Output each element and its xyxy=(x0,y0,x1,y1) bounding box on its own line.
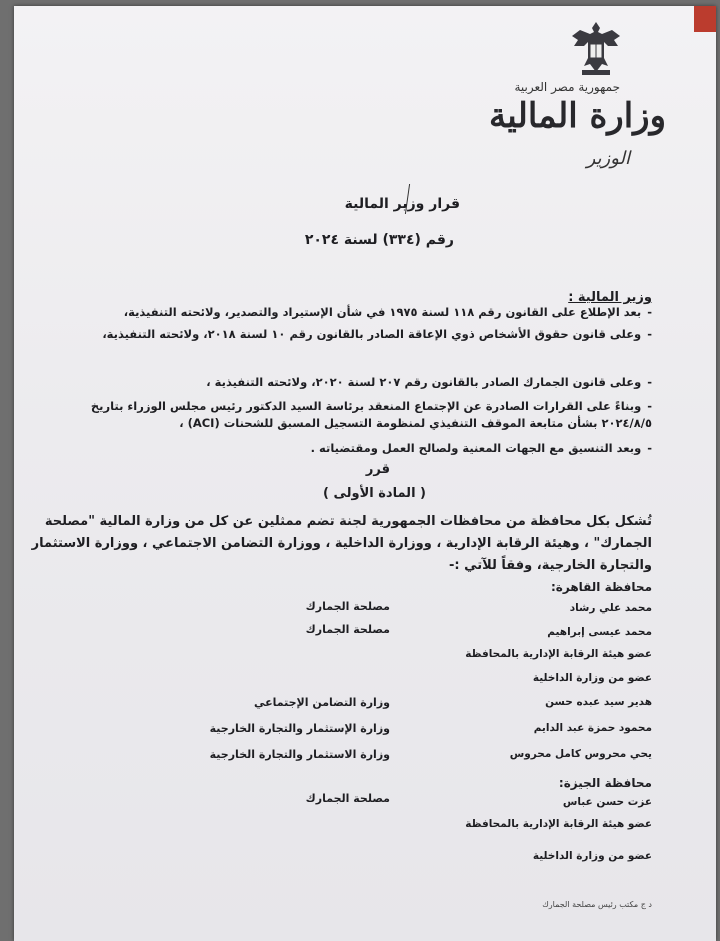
recital-item: -وبناءً على القرارات الصادرة عن الإجتماع المنعقد برئاسة السيد الدكتور رئيس مجلس الوزراء بتاريخ ٢٠٢٤/٨/٥ بشأن متابعة الموقف التنفيذي لمنظومة التسجيل المسبق للشحنات (ACI) ، xyxy=(90,399,652,430)
member-entity: مصلحة الجمارك xyxy=(305,600,390,613)
recital-item: -وعلى قانون الجمارك الصادر بالقانون رقم ٢٠٧ لسنة ٢٠٢٠، ولائحته التنفيذية ، xyxy=(206,375,652,389)
recital-item: -وبعد التنسيق مع الجهات المعنية ولصالح العمل ومقتضياته . xyxy=(310,441,652,455)
member-name: عضو هيئة الرقابة الإدارية بالمحافظة xyxy=(465,818,652,830)
eagle-emblem-icon xyxy=(568,18,624,78)
member-name: عضو من وزارة الداخلية xyxy=(532,672,652,684)
member-name: هدير سيد عبده حسن xyxy=(545,696,652,708)
preamble-heading: وزير المالية : xyxy=(568,290,652,305)
governorate-giza: محافظة الجيزة: xyxy=(558,776,652,790)
member-name: محمد عيسى إبراهيم xyxy=(547,626,652,638)
decision-word: قرر xyxy=(365,462,390,477)
member-name: عضو من وزارة الداخلية xyxy=(532,850,652,862)
article-body: تُشكل بكل محافظة من محافظات الجمهورية لجنة تضم ممثلين عن كل من وزارة المالية "مصلحة الجمارك" ، وهيئة الرقابة الإدارية ، ووزارة الداخلية ، ووزارة التضامن الاجتماعي ، ووزارة الاستثمار والتجارة الخارجية، وفقاً للآتي :- xyxy=(31,514,652,573)
member-name: عزت حسن عباس xyxy=(562,796,652,808)
member-name: يحي محروس كامل محروس xyxy=(509,748,652,760)
ministry-logo-text: وزارة المالية xyxy=(488,96,666,136)
governorate-cairo: محافظة القاهرة: xyxy=(550,580,652,594)
member-name: محمد علي رشاد xyxy=(569,602,652,614)
recital-item: -وعلى قانون حقوق الأشخاص ذوي الإعاقة الصادر بالقانون رقم ١٠ لسنة ٢٠١٨، ولائحته التنفيذية، xyxy=(102,327,652,341)
minister-label: الوزير xyxy=(586,148,630,169)
document-page xyxy=(14,6,716,941)
decree-title: قرار وزير المالية xyxy=(344,196,460,212)
article-title: ( المادة الأولى ) xyxy=(323,486,426,501)
red-tab-marker xyxy=(694,6,716,32)
member-entity: وزارة الإستثمار والتجارة الخارجية xyxy=(209,722,390,735)
recital-item: -بعد الإطلاع على القانون رقم ١١٨ لسنة ١٩٧٥ في شأن الإستيراد والتصدير، ولائحته التنفيذية، xyxy=(123,305,652,319)
member-name: محمود حمزة عبد الدايم xyxy=(533,722,652,734)
decree-number: رقم (٣٣٤) لسنة ٢٠٢٤ xyxy=(304,232,454,248)
member-entity: مصلحة الجمارك xyxy=(305,623,390,636)
member-entity: مصلحة الجمارك xyxy=(305,792,390,805)
member-name: عضو هيئة الرقابة الإدارية بالمحافظة xyxy=(465,648,652,660)
member-entity: وزارة الاستثمار والتجارة الخارجية xyxy=(209,748,390,761)
republic-label: جمهورية مصر العربية xyxy=(514,80,620,94)
member-entity: وزارة التضامن الإجتماعي xyxy=(253,696,390,709)
footer-note: د ج مكتب رئيس مصلحة الجمارك xyxy=(542,900,652,909)
